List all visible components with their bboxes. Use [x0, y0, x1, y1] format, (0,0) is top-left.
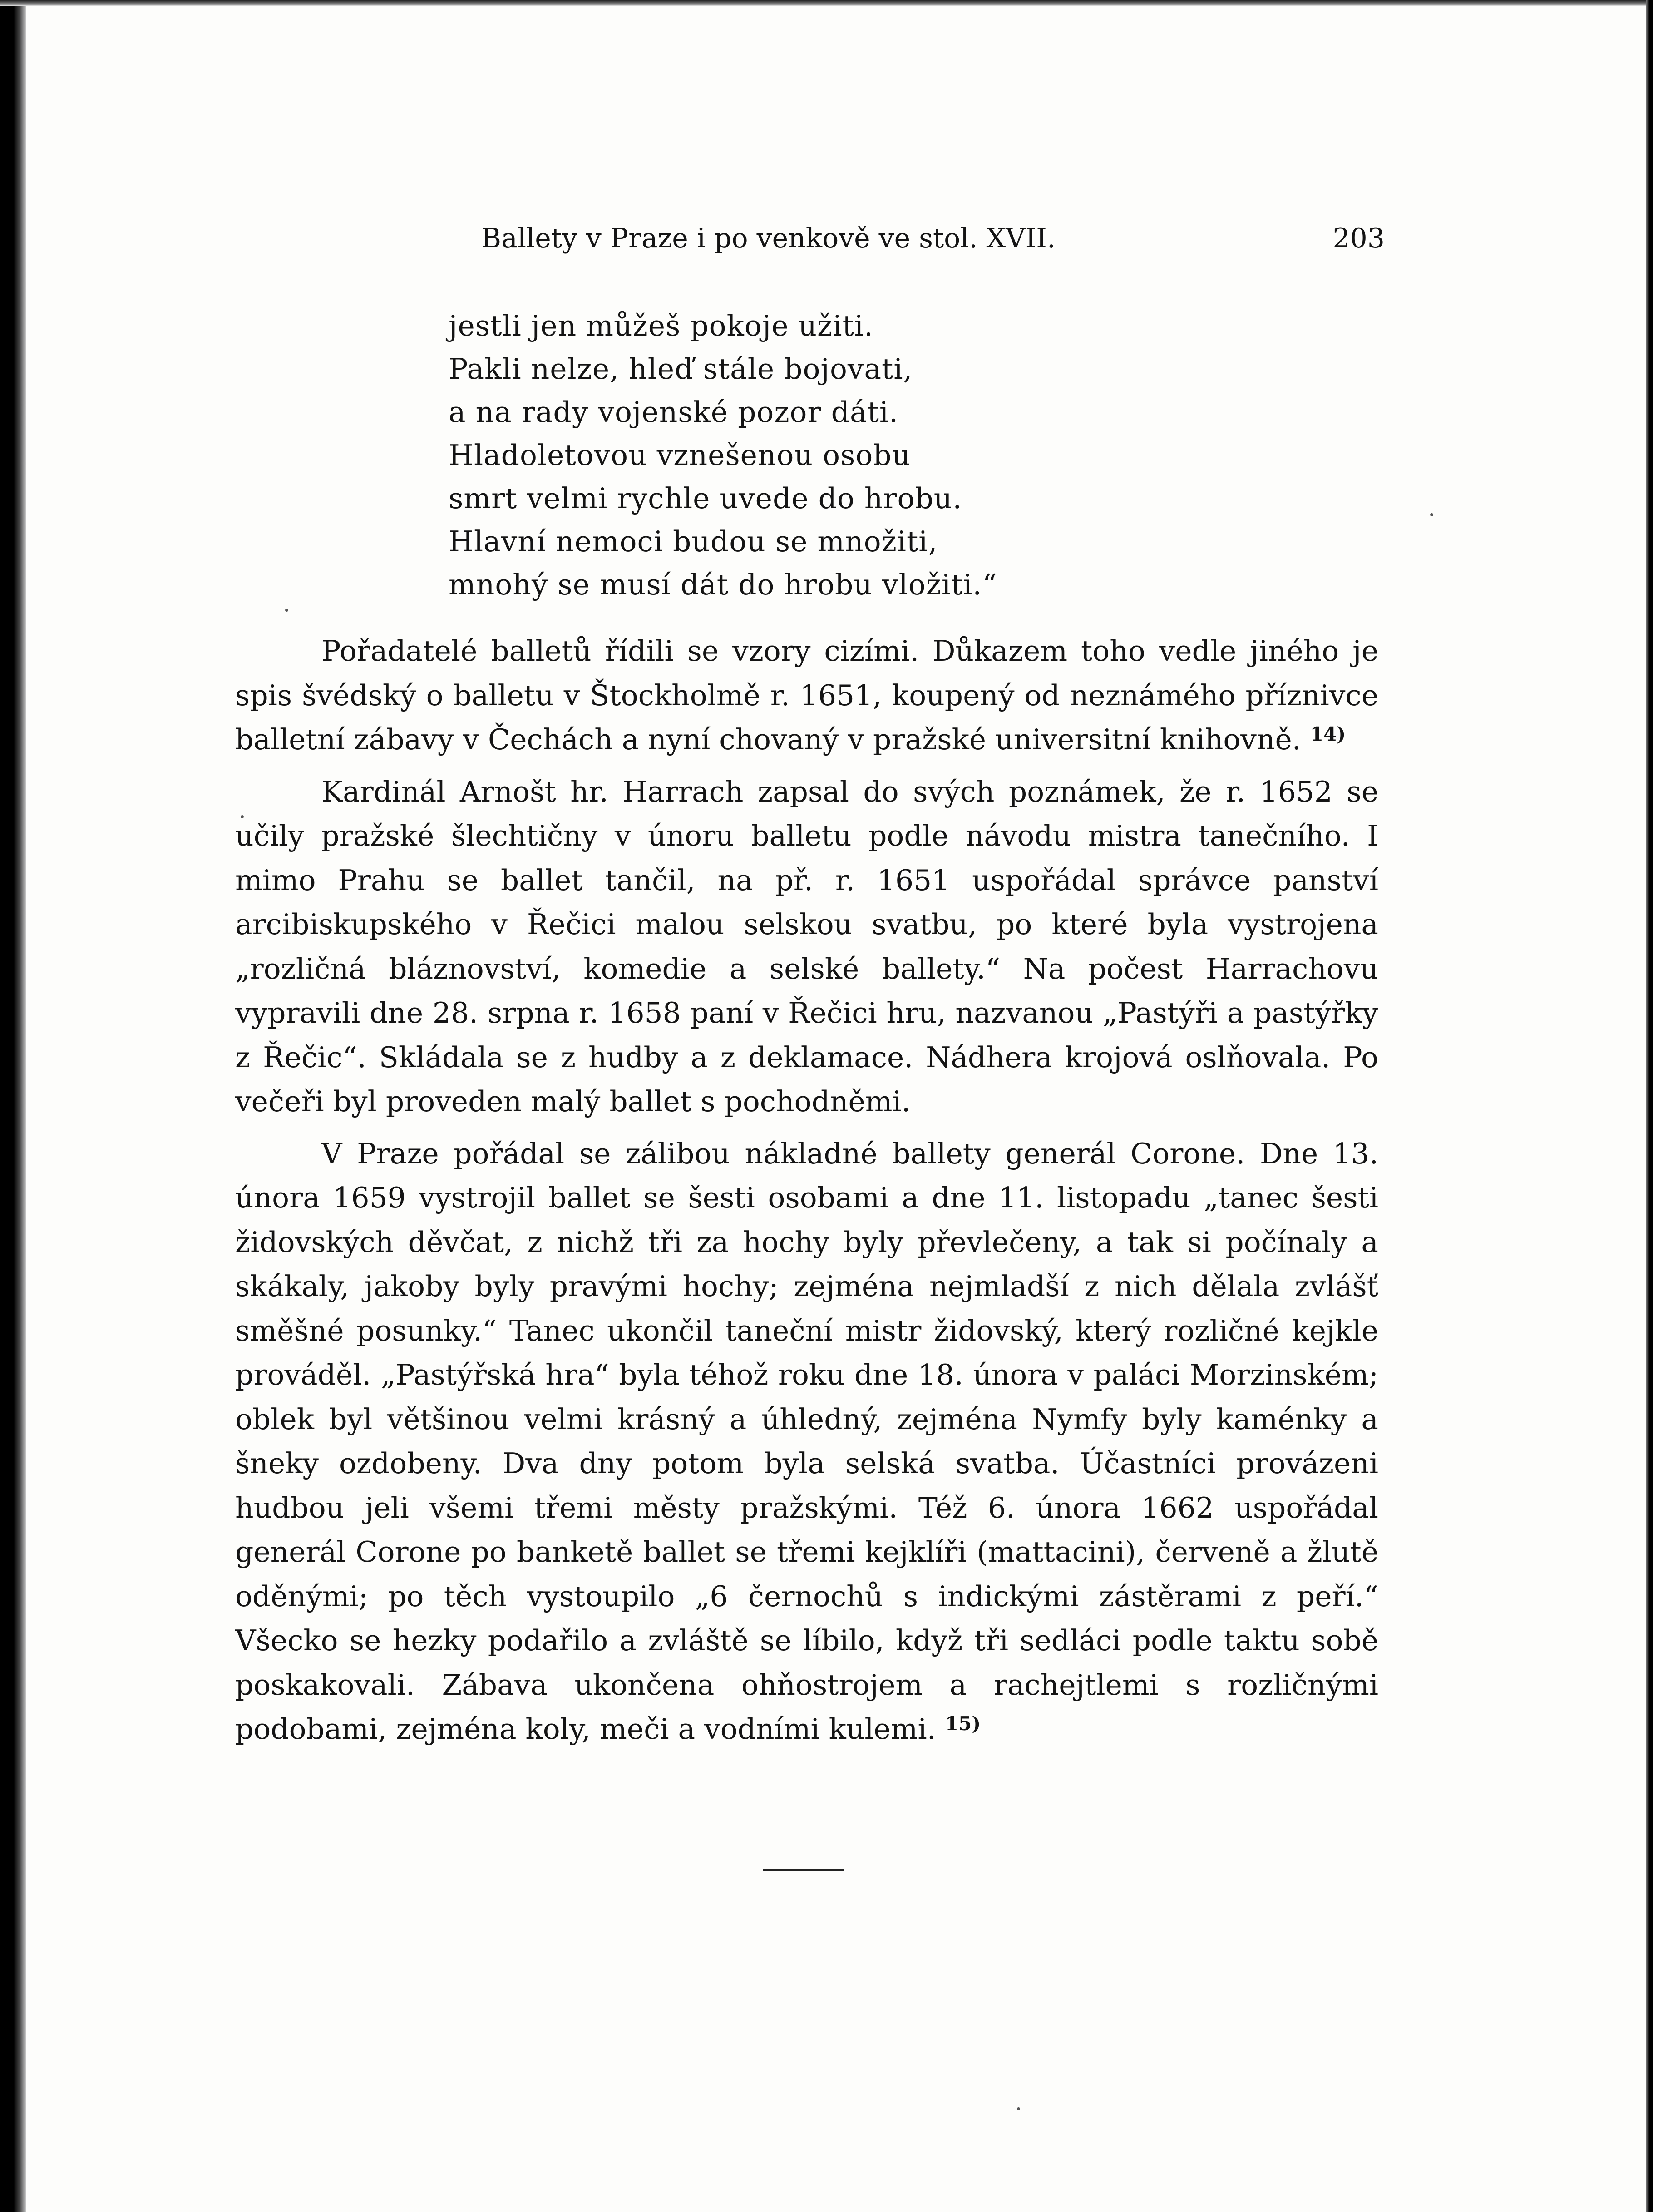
page-header: [481, 213, 1385, 263]
print-speck: [241, 815, 244, 818]
print-speck: [1017, 2107, 1020, 2110]
scan-left-edge: [0, 0, 26, 2212]
poem-line: Hlavní nemoci budou se množiti,: [449, 525, 938, 558]
poem-line: mnohý se musí dát do hrobu vložiti.“: [449, 568, 997, 601]
print-speck: [1430, 513, 1433, 516]
paragraph: [235, 629, 1378, 762]
poem-line: Hladoletovou vznešenou osobu: [449, 439, 911, 472]
scan-right-edge: [1646, 0, 1653, 2212]
poem-line: a na rady vojenské pozor dáti.: [449, 396, 898, 429]
scan-top-edge: [0, 0, 1653, 6]
poem-line: Pakli nelze, hleď stále bojovati,: [449, 352, 913, 386]
footnote-marker: 14): [1310, 723, 1346, 745]
paragraph-text: Pořadatelé balletů řídili se vzory cizími. Důkazem toho vedle jiného je spis švédský o balletu v Štockholmě r. 1651, koupený od neznámého příznivce balletní zábavy v Čechách a nyní chovaný v pražské universitní knihovně.: [235, 634, 1378, 756]
footnote-marker: 15): [945, 1712, 981, 1735]
running-title: Ballety v Praze i po venkově ve stol. XVII.: [481, 223, 1056, 254]
paragraph-text: Kardinál Arnošt hr. Harrach zapsal do svých poznámek, že r. 1652 se učily pražské šlechtičny v únoru balletu podle návodu mistra tanečního. I mimo Prahu se ballet tančil, na př. r. 1651 uspořádal správce panství arcibiskupského v Řečici malou selskou svatbu, po které byla vystrojena „rozličná bláznovství, komedie a selské ballety.“ Na počest Harrachovu vypravili dne 28. srpna r. 1658 paní v Řečici hru, nazvanou „Pastýři a pastýřky z Řečic“. Skládala se z hudby a z deklamace. Nádhera krojová oslňovala. Po večeři byl proveden malý ballet s pochodněmi.: [235, 775, 1378, 1118]
poem-line: smrt velmi rychle uvede do hrobu.: [449, 482, 962, 515]
paragraph: [235, 770, 1378, 1124]
page-number: 203: [1332, 223, 1385, 254]
paragraph-text: V Praze pořádal se zálibou nákladné ballety generál Corone. Dne 13. února 1659 vystrojil ballet se šesti osobami a dne 11. listopadu „tanec šesti židovských děvčat, z nichž tři za hochy byly převlečeny, a tak si počínaly a skákaly, jakoby byly pravými hochy; zejména nejmladší z nich dělala zvlášť směšné posunky.“ Tanec ukončil taneční mistr židovský, který rozličné kejkle prováděl. „Pastýřská hra“ byla téhož roku dne 18. února v paláci Morzinském; oblek byl většinou velmi krásný a úhledný, zejména Nymfy byly kaménky a šneky ozdobeny. Dva dny potom byla selská svatba. Účastníci provázeni hudbou jeli všemi třemi městy pražskými. Též 6. února 1662 uspořádal generál Corone po banketě ballet se třemi kejklíři (mattacini), červeně a žlutě oděnými; po těch vystoupilo „6 černochů s indickými zástěrami z peří.“ Všecko se hezky podařilo a zvláště se líbilo, když tři sedláci podle taktu sobě poskakovali. Zábava ukončena ohňostrojem a rachejtlemi s rozličnými podobami, zejména koly, meči a vodními kulemi.: [235, 1137, 1378, 1746]
body-text: [235, 629, 1378, 1759]
print-speck: [285, 609, 288, 612]
poem-line: jestli jen můžeš pokoje užiti.: [449, 309, 873, 342]
section-end-rule: [763, 1869, 844, 1871]
poem-quote: [449, 304, 1220, 606]
paragraph: [235, 1132, 1378, 1752]
